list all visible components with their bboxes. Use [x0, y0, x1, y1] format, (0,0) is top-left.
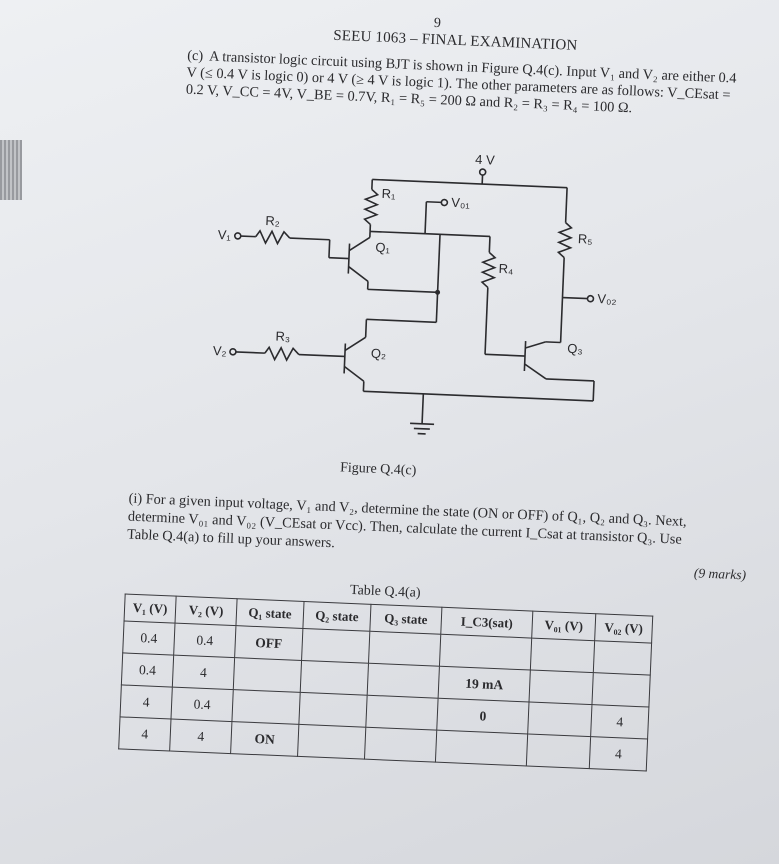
table-caption: Table Q.4(a)	[349, 582, 421, 601]
header-v2: V₂ (V)	[175, 596, 237, 626]
header-q1-state: Q₁ state	[236, 599, 304, 629]
page-content	[116, 0, 747, 833]
cell-ic3sat: 0	[437, 698, 529, 734]
r2-label: R₂	[265, 213, 281, 229]
header-vo2: V₀₂ (V)	[595, 614, 653, 643]
q2-label: Q₂	[370, 345, 387, 362]
cell-q1-state: ON	[231, 722, 299, 757]
v1-label: V₁	[217, 227, 232, 243]
figure-caption: Figure Q.4(c)	[339, 460, 417, 479]
cell-vo1	[526, 734, 590, 769]
cell-q3-state	[368, 631, 440, 666]
cell-q3-state	[364, 727, 436, 762]
cell-q3-state	[366, 695, 438, 730]
header-q2-state: Q₂ state	[303, 601, 371, 631]
cell-v1: 4	[120, 685, 172, 719]
header-ic3sat: I_C3(sat)	[441, 607, 533, 638]
v2-label: V₂	[212, 342, 227, 359]
cell-vo2	[592, 673, 650, 707]
cell-v1: 0.4	[121, 653, 173, 687]
question-label: (c)	[186, 47, 204, 65]
marks-label: (9 marks)	[693, 565, 747, 583]
cell-v2: 0.4	[174, 623, 236, 658]
header-v1: V₁ (V)	[124, 594, 176, 623]
page-edge-shadow	[0, 140, 22, 200]
vcc-label: 4 V	[474, 151, 496, 168]
vo2-label: V₀₂	[597, 291, 617, 307]
page-number: 9	[433, 15, 442, 32]
cell-v2: 4	[172, 655, 234, 690]
cell-vo2: 4	[589, 737, 647, 771]
cell-v2: 0.4	[171, 687, 233, 722]
r1-label: R₁	[381, 185, 396, 202]
cell-q1-state	[233, 658, 301, 693]
r5-label: R₅	[577, 231, 593, 247]
cell-q1-state: OFF	[235, 626, 303, 661]
cell-vo2: 4	[591, 705, 649, 739]
cell-v1: 4	[119, 717, 171, 751]
cell-q1-state	[232, 690, 300, 725]
q1-label: Q₁	[375, 239, 391, 256]
cell-vo1	[528, 702, 592, 737]
r4-label: R₄	[498, 260, 514, 277]
cell-q2-state	[299, 692, 367, 727]
cell-ic3sat: 19 mA	[438, 666, 530, 702]
cell-q2-state	[302, 628, 370, 663]
q3-label: Q₃	[567, 340, 584, 357]
question-text: A transistor logic circuit using BJT is shown in Figure Q.4(c). Input V₁ and V₂ are either 0.4 V (≤ 0.4 V is logic 0) or 4 V (≥ 4 V is logic 1). The other parameters are as follows: V_CEsat = 0.2 V, V_CC = 4V, V_BE = 0.7V, R₁ = R₅ = 200 Ω and R₂ = R₃ = R₄ = 100 Ω.	[185, 48, 737, 117]
r3-label: R₃	[275, 328, 291, 345]
exam-header: SEEU 1063 – FINAL EXAMINATION	[332, 27, 578, 54]
cell-vo1	[530, 638, 594, 673]
vo1-label: V₀₁	[451, 194, 471, 211]
cell-v1: 0.4	[123, 621, 175, 655]
question-paragraph	[185, 48, 747, 122]
cell-q2-state	[300, 660, 368, 695]
cell-q3-state	[367, 663, 439, 698]
cell-vo2	[593, 641, 651, 675]
cell-v2: 4	[170, 719, 232, 754]
junction-dot	[435, 290, 440, 295]
cell-ic3sat	[435, 730, 527, 766]
header-q3-state: Q₃ state	[370, 604, 442, 634]
header-vo1: V₀₁ (V)	[532, 611, 596, 641]
cell-q2-state	[298, 724, 366, 759]
circuit-diagram	[191, 132, 674, 471]
cell-vo1	[529, 670, 593, 705]
cell-ic3sat	[439, 634, 531, 670]
answer-table	[118, 593, 653, 771]
subquestion-text: (i) For a given input voltage, V₁ and V₂, determine the state (ON or OFF) of Q₁, Q₂ and Q₃. Next, determine V₀₁ and V₀₂ (V_CEsat or Vcc). Then, calculate the current I_Csat at transistor Q₃. Use Table Q.4(a) to fill up your answers.	[126, 490, 687, 552]
